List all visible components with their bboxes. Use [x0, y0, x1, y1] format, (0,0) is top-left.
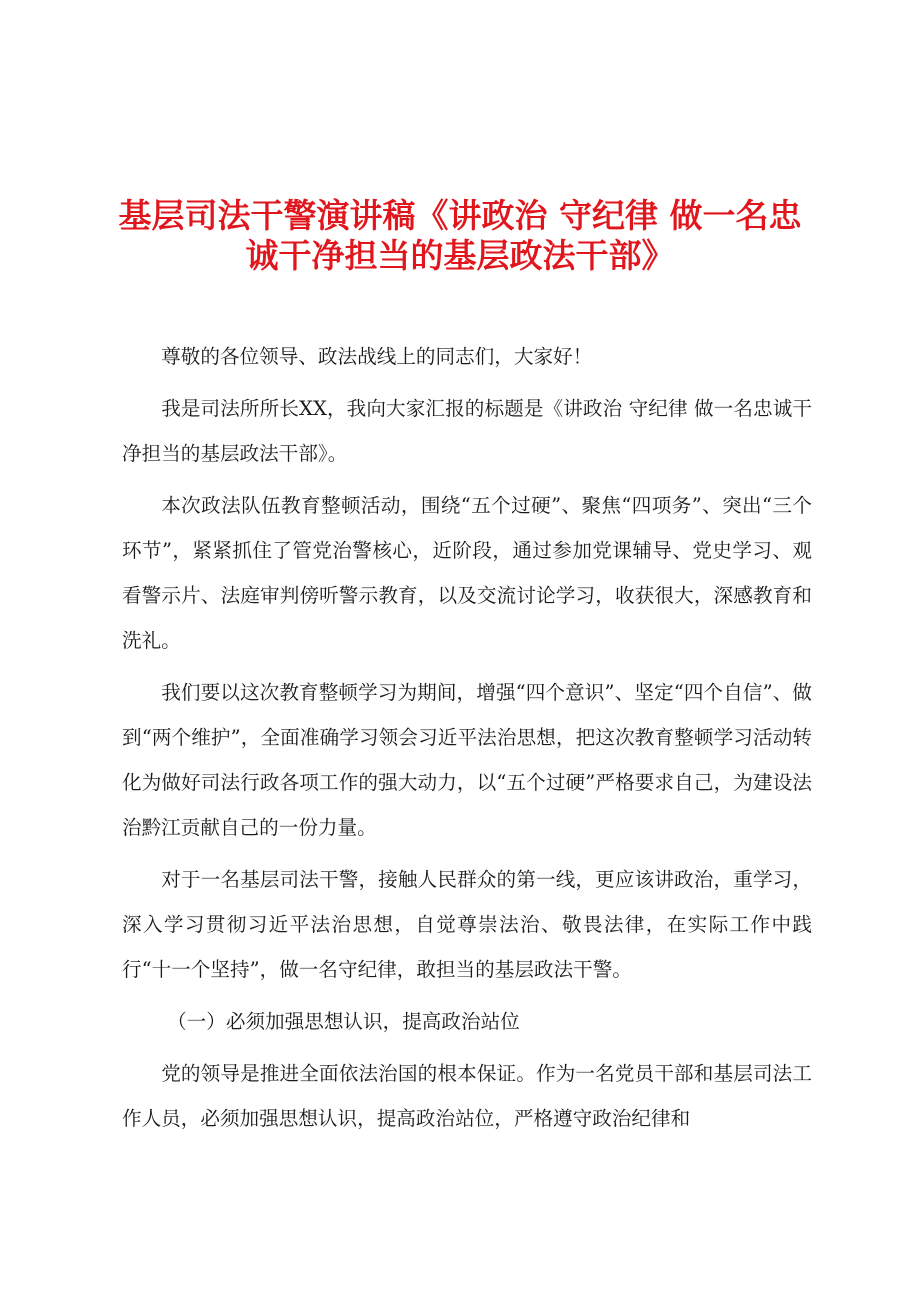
paragraph-greeting: 尊敬的各位领导、政法战线上的同志们，大家好！ — [161, 345, 593, 368]
document-body — [122, 334, 812, 1148]
paragraph-commitment: 对于一名基层司法干警，接触人民群众的第一线，更应该讲政治，重学习，深入学习贯彻习近平法治思想，自觉尊崇法治、敬畏法律，在实际工作中践行“十一个坚持”，做一名守纪律，敢担当的基层政法干警。 — [122, 868, 812, 981]
document-title-line-1: 基层司法干警演讲稿《讲政治 守纪律 做一名忠 — [118, 196, 802, 235]
paragraph-section-1: 党的领导是推进全面依法治国的根本保证。作为一名党员干部和基层司法工作人员，必须加强思想认识，提高政治站位，严格遵守政治纪律和 — [122, 1062, 812, 1130]
paragraph-introduction: 我是司法所所长XX，我向大家汇报的标题是《讲政治 守纪律 做一名忠诚干净担当的基层政法干部》。 — [122, 397, 812, 465]
section-heading-1: （一）必须加强思想认识，提高政治站位 — [167, 1010, 520, 1033]
paragraph-goals: 我们要以这次教育整顿学习为期间，增强“四个意识”、坚定“四个自信”、做到“两个维护”，全面准确学习领会习近平法治思想，把这次教育整顿学习活动转化为做好司法行政各项工作的强大动力，以“五个过硬”严格要求自己，为建设法治黔江贡献自己的一份力量。 — [122, 681, 812, 839]
document-title-line-2: 诚干净担当的基层政法干部》 — [245, 236, 675, 275]
paragraph-activity: 本次政法队伍教育整顿活动，围绕“五个过硬”、聚焦“四项务”、突出“三个环节”，紧紧抓住了管党治警核心，近阶段，通过参加党课辅导、党史学习、观看警示片、法庭审判傍听警示教育，以及交流讨论学习，收获很大，深感教育和洗礼。 — [122, 494, 812, 652]
